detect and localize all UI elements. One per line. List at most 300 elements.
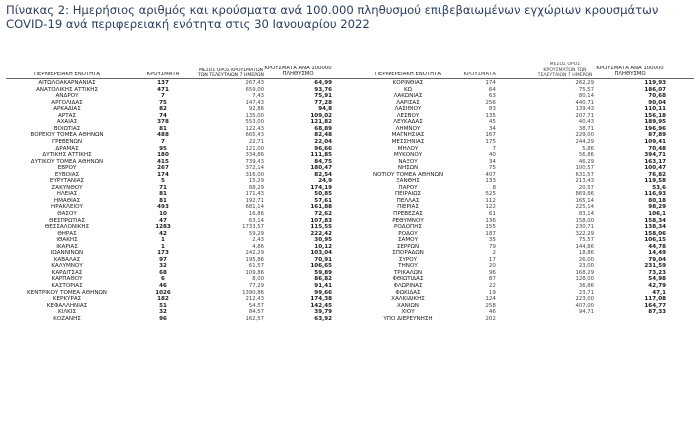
cell-avg: 158,00 xyxy=(575,217,594,224)
cell-region: ΛΑΣΙΘΙΟΥ xyxy=(394,106,422,113)
table-row xyxy=(356,231,694,238)
cell-avg: 681,14 xyxy=(245,204,264,211)
table-row xyxy=(356,87,694,94)
cell-cases: 256 xyxy=(485,99,496,106)
cell-rate: 106,65 xyxy=(310,263,332,270)
cell-region: ΣΕΡΡΩΝ xyxy=(396,243,420,250)
cell-region: ΚΑΣΤΟΡΙΑΣ xyxy=(51,283,83,290)
cell-region: ΘΑΣΟΥ xyxy=(57,211,77,217)
cell-rate: 116,93 xyxy=(644,191,666,198)
cell-avg: 61,57 xyxy=(248,263,264,270)
table-row xyxy=(356,132,694,139)
cell-rate: 87,33 xyxy=(648,309,666,316)
table-row xyxy=(356,211,694,218)
cell-region: ΦΩΚΙΔΑΣ xyxy=(395,289,421,296)
cell-rate: 77,28 xyxy=(314,99,332,106)
cell-rate: 70,91 xyxy=(314,256,332,263)
cell-cases: 32 xyxy=(159,309,167,316)
cell-avg: 262,29 xyxy=(575,80,594,87)
cell-rate: 53,6 xyxy=(652,184,666,191)
table-row xyxy=(356,113,694,120)
cell-rate: 119,93 xyxy=(644,80,666,87)
cell-cases: 133 xyxy=(485,178,496,185)
cell-cases: 68 xyxy=(159,269,167,276)
table-row xyxy=(356,204,694,211)
cell-cases: 17 xyxy=(488,256,496,263)
cell-rate: 189,95 xyxy=(644,119,666,126)
cell-cases: 81 xyxy=(159,125,167,132)
cell-cases: 202 xyxy=(485,315,496,322)
cell-cases: 35 xyxy=(488,237,496,244)
cell-region: ΑΡΤΑΣ xyxy=(58,112,76,119)
cell-region: ΦΘΙΩΤΙΔΑΣ xyxy=(392,276,424,283)
cell-avg: 84,57 xyxy=(248,309,264,316)
cell-rate: 44,78 xyxy=(648,243,666,250)
cell-avg: 212,43 xyxy=(245,296,264,303)
cell-cases: 2 xyxy=(492,250,496,257)
cell-rate: 96,66 xyxy=(314,145,332,152)
cell-rate: 86,82 xyxy=(314,276,332,283)
cell-region: ΑΝΑΤΟΛΙΚΗΣ ΑΤΤΙΚΗΣ xyxy=(35,86,99,93)
cell-cases: 112 xyxy=(485,197,496,204)
table-row xyxy=(356,237,694,244)
cell-avg: 100,57 xyxy=(575,165,594,172)
cell-rate: 82,48 xyxy=(314,132,332,139)
cell-region: ΧΑΝΙΩΝ xyxy=(397,302,419,309)
table-body-left xyxy=(6,80,356,322)
cell-rate: 72,62 xyxy=(314,211,332,217)
cell-avg: 20,57 xyxy=(578,184,594,191)
cell-region: ΚΩ xyxy=(404,86,412,93)
cell-cases: 46 xyxy=(159,283,167,290)
cell-region: ΚΑΒΑΛΑΣ xyxy=(53,256,81,263)
table-row xyxy=(356,191,694,198)
cell-avg: 75,57 xyxy=(578,237,594,244)
cell-rate: 47,1 xyxy=(652,289,666,296)
cell-region: ΜΥΚΟΝΟΥ xyxy=(393,152,423,159)
cell-avg: 54,57 xyxy=(248,302,264,309)
cell-avg: 225,14 xyxy=(575,204,594,211)
cell-rate: 99,66 xyxy=(314,289,332,296)
cell-avg: 631,57 xyxy=(575,171,594,178)
cell-rate: 59,89 xyxy=(314,269,332,276)
cell-cases: 167 xyxy=(485,132,496,139)
header-region: ΠΕΡΙΦΕΡΕΙΑΚΗ ΕΝΟΤΗΤΑ xyxy=(33,72,101,78)
table-row xyxy=(6,211,356,218)
cell-cases: 122 xyxy=(485,204,496,211)
cell-region: ΛΕΥΚΑΔΑΣ xyxy=(393,119,423,126)
cell-rate: 22,04 xyxy=(314,138,332,145)
cell-avg: 56,86 xyxy=(578,152,594,159)
cell-rate: 121,82 xyxy=(310,119,332,126)
cell-avg: 22,71 xyxy=(248,138,264,145)
cell-region: ΚΑΡΔΙΤΣΑΣ xyxy=(51,269,83,276)
cell-avg: 230,71 xyxy=(575,224,594,231)
cell-rate: 42,79 xyxy=(648,283,666,290)
cell-cases: 175 xyxy=(485,138,496,145)
cell-rate: 87,89 xyxy=(648,132,666,139)
cell-region: ΗΜΑΘΙΑΣ xyxy=(53,197,81,204)
cell-cases: 34 xyxy=(488,125,496,132)
table-row xyxy=(6,303,356,310)
cell-region: ΒΟΙΩΤΙΑΣ xyxy=(53,125,81,132)
cell-cases: 32 xyxy=(159,263,167,270)
cell-avg: 15,29 xyxy=(248,178,264,185)
cell-rate: 39,79 xyxy=(314,309,332,316)
cell-cases: 407 xyxy=(485,171,496,178)
cell-avg: 83,14 xyxy=(578,211,594,217)
header-avg: ΜΕΣΟΣ ΟΡΟΣ ΚΡΟΥΣΜΑΤΩΝ ΤΩΝ ΤΕΛΕΥΤΑΙΩΝ 7 ΗΜΕΡΩΝ xyxy=(537,62,593,78)
cell-rate: 115,55 xyxy=(310,224,332,231)
cell-avg: 18,86 xyxy=(578,250,594,257)
cell-cases: 6 xyxy=(161,276,165,283)
cell-avg: 322,29 xyxy=(575,230,594,237)
cell-avg: 659,00 xyxy=(245,86,264,93)
cell-cases: 187 xyxy=(485,230,496,237)
table-row xyxy=(356,270,694,277)
cell-region: ΚΑΛΥΜΝΟΥ xyxy=(51,263,83,270)
table-row xyxy=(356,178,694,185)
cell-region: ΙΘΑΚΗΣ xyxy=(56,237,78,244)
cell-rate: 98,29 xyxy=(648,204,666,211)
table-row xyxy=(356,198,694,205)
table-row xyxy=(6,165,356,172)
cell-region: ΑΡΚΑΔΙΑΣ xyxy=(53,106,81,113)
cell-cases: 174 xyxy=(157,171,169,178)
cell-avg: 316,00 xyxy=(245,171,264,178)
table-row xyxy=(356,159,694,166)
cell-rate: 80,18 xyxy=(648,197,666,204)
cell-cases: 61 xyxy=(488,211,496,217)
cell-avg: 63,14 xyxy=(248,217,264,224)
cell-avg: 192,71 xyxy=(245,197,264,204)
cell-region: ΚΟΖΑΝΗΣ xyxy=(53,315,81,322)
cell-cases: 155 xyxy=(485,224,496,231)
cell-rate: 54,98 xyxy=(648,276,666,283)
cell-cases: 64 xyxy=(488,86,496,93)
cell-avg: 372,14 xyxy=(245,165,264,172)
cell-region: ΗΛΕΙΑΣ xyxy=(56,191,78,198)
table-row xyxy=(6,152,356,159)
cell-rate: 90,04 xyxy=(648,99,666,106)
table-row xyxy=(356,296,694,303)
table-row xyxy=(6,224,356,231)
cell-cases: 10 xyxy=(159,211,167,217)
cell-avg: 38,71 xyxy=(578,125,594,132)
cell-region: ΛΑΚΩΝΙΑΣ xyxy=(393,93,423,100)
cell-rate: 196,96 xyxy=(644,125,666,132)
table-row xyxy=(356,93,694,100)
table-row xyxy=(6,93,356,100)
cell-cases: 79 xyxy=(488,243,496,250)
cell-region: ΑΙΤΩΛΟΑΚΑΡΝΑΝΙΑΣ xyxy=(38,80,96,87)
cell-region: ΘΕΣΠΡΩΤΙΑΣ xyxy=(49,217,85,224)
cell-rate: 138,34 xyxy=(644,224,666,231)
cell-avg: 244,29 xyxy=(575,138,594,145)
cell-cases: 415 xyxy=(157,158,169,165)
cell-region: ΝΑΞΟΥ xyxy=(398,158,418,165)
cell-avg: 23,00 xyxy=(578,263,594,270)
cell-avg: 2,43 xyxy=(252,237,264,244)
table-row xyxy=(356,309,694,316)
cell-cases: 124 xyxy=(485,296,496,303)
cell-rate: 91,41 xyxy=(314,283,332,290)
cell-region: ΣΥΡΟΥ xyxy=(398,256,418,263)
cell-cases: 267 xyxy=(157,165,169,172)
table-row xyxy=(6,244,356,251)
cell-cases: 7 xyxy=(161,138,165,145)
cell-cases: 258 xyxy=(485,302,496,309)
cell-rate: 10,12 xyxy=(314,243,332,250)
cell-cases: 137 xyxy=(157,80,169,87)
table-row xyxy=(356,106,694,113)
cell-avg: 121,00 xyxy=(245,145,264,152)
cell-rate: 109,02 xyxy=(310,112,332,119)
cell-cases: 182 xyxy=(157,296,169,303)
cell-rate: 79,04 xyxy=(648,256,666,263)
cell-region: ΠΙΕΡΙΑΣ xyxy=(397,204,419,211)
table-row xyxy=(6,100,356,107)
table-header-right xyxy=(356,64,694,79)
cell-region: ΣΠΟΡΑΔΩΝ xyxy=(392,250,424,257)
cell-avg: 242,29 xyxy=(245,250,264,257)
cell-rate: 394,71 xyxy=(644,152,666,159)
cell-cases: 7 xyxy=(492,145,496,152)
cell-cases: 87 xyxy=(488,276,496,283)
cell-avg: 94,71 xyxy=(578,309,594,316)
cell-region: ΜΕΣΣΗΝΙΑΣ xyxy=(391,138,425,145)
cell-avg: 207,71 xyxy=(575,112,594,119)
cell-avg: 88,29 xyxy=(248,184,264,191)
cell-avg: 23,71 xyxy=(578,289,594,296)
cell-cases: 493 xyxy=(157,204,169,211)
cell-region: ΜΗΛΟΥ xyxy=(397,145,419,152)
cell-avg: 139,43 xyxy=(575,106,594,113)
cell-rate: 103,04 xyxy=(310,250,332,257)
cell-cases: 136 xyxy=(485,217,496,224)
cell-cases: 71 xyxy=(159,184,167,191)
cell-rate: 100,47 xyxy=(644,165,666,172)
cell-avg: 144,86 xyxy=(575,243,594,250)
table-row xyxy=(356,172,694,179)
table-row xyxy=(356,250,694,257)
cell-avg: 8,00 xyxy=(252,276,264,283)
cell-cases: 46 xyxy=(488,309,496,316)
cell-region: ΕΒΡΟΥ xyxy=(57,165,77,172)
table-row xyxy=(6,145,356,152)
cell-rate: 76,82 xyxy=(648,171,666,178)
cell-avg: 36,86 xyxy=(578,283,594,290)
cell-rate: 93,76 xyxy=(314,86,332,93)
cell-region: ΘΕΣΣΑΛΟΝΙΚΗΣ xyxy=(44,224,90,231)
cell-region: ΡΟΔΟΥ xyxy=(398,230,418,237)
table-row xyxy=(6,250,356,257)
cell-region: ΠΑΡΟΥ xyxy=(398,184,418,191)
cell-avg: 147,43 xyxy=(245,99,264,106)
cell-avg: 75,57 xyxy=(578,86,594,93)
cell-rate: 119,58 xyxy=(644,178,666,185)
table-row xyxy=(356,244,694,251)
cell-rate: 161,88 xyxy=(310,204,332,211)
cell-avg: 168,29 xyxy=(575,269,594,276)
cell-avg: 223,00 xyxy=(575,296,594,303)
cell-rate: 156,18 xyxy=(644,112,666,119)
cell-cases: 42 xyxy=(159,230,167,237)
table-row xyxy=(6,159,356,166)
table-row xyxy=(6,178,356,185)
table-body-right xyxy=(356,80,694,322)
cell-region: ΠΕΛΛΑΣ xyxy=(396,197,420,204)
cell-avg: 16,86 xyxy=(248,211,264,217)
cell-cases: 74 xyxy=(159,112,167,119)
table-row xyxy=(6,309,356,316)
cell-cases: 75 xyxy=(159,99,167,106)
table-caption: Πίνακας 2: Ημερήσιος αριθμός και κρούσματα ανά 100.000 πληθυσμού επιβεβαιωμένων εγχώριων κρουσμάτων COVID-19 ανά περιφερειακή ενότητα στις 30 Ιανουαρίου 2022 xyxy=(6,3,659,31)
cell-region: ΕΥΒΟΙΑΣ xyxy=(54,171,80,178)
cell-region: ΤΗΝΟΥ xyxy=(398,263,418,270)
cell-rate: 158,34 xyxy=(644,217,666,224)
table-row xyxy=(356,316,694,323)
cell-cases: 19 xyxy=(488,289,496,296)
cell-region: ΛΕΣΒΟΥ xyxy=(396,112,420,119)
header-cases: ΚΡΟΥΣΜΑΤΑ xyxy=(463,72,496,78)
table-row xyxy=(356,283,694,290)
cell-cases: 81 xyxy=(159,191,167,198)
table-row xyxy=(6,204,356,211)
cell-rate: 63,92 xyxy=(314,315,332,322)
table-row xyxy=(6,172,356,179)
cell-rate: 82,54 xyxy=(314,171,332,178)
table-row xyxy=(356,303,694,310)
cell-avg: 26,00 xyxy=(578,256,594,263)
header-avg: ΜΕΣΟΣ ΟΡΟΣ ΚΡΟΥΣΜΑΤΩΝ ΤΩΝ ΤΕΛΕΥΤΑΙΩΝ 7 ΗΜΕΡΩΝ xyxy=(198,67,264,78)
cell-region: ΧΑΛΚΙΔΙΚΗΣ xyxy=(391,296,425,303)
cell-cases: 96 xyxy=(488,269,496,276)
table-row xyxy=(356,290,694,297)
cell-region: ΠΕΙΡΑΙΩΣ xyxy=(394,191,422,198)
table-row xyxy=(356,263,694,270)
table-row xyxy=(6,139,356,146)
cell-region: ΦΛΩΡΙΝΑΣ xyxy=(393,283,423,290)
table-row xyxy=(6,283,356,290)
cell-rate: 24,9 xyxy=(318,178,332,185)
cell-region: ΔΡΑΜΑΣ xyxy=(55,145,79,152)
cell-region: ΛΗΜΝΟΥ xyxy=(395,125,421,132)
header-cases: ΚΡΟΥΣΜΑΤΑ xyxy=(146,72,180,78)
cell-avg: 7,43 xyxy=(252,93,264,100)
cell-avg: 739,43 xyxy=(245,158,264,165)
cell-avg: 869,86 xyxy=(575,191,594,198)
cell-cases: 525 xyxy=(485,191,496,198)
cell-avg: 59,29 xyxy=(248,230,264,237)
cell-cases: 47 xyxy=(159,217,167,224)
cell-region: ΛΑΡΙΣΑΣ xyxy=(396,99,420,106)
cell-region: ΜΑΓΝΗΣΙΑΣ xyxy=(391,132,425,139)
cell-rate: 50,85 xyxy=(314,191,332,198)
table-row xyxy=(6,185,356,192)
cell-cases: 22 xyxy=(488,283,496,290)
cell-rate: 73,23 xyxy=(648,269,666,276)
cell-avg: 135,00 xyxy=(245,112,264,119)
cell-rate: 70,68 xyxy=(648,93,666,100)
cell-rate: 75,91 xyxy=(314,93,332,100)
cell-cases: 20 xyxy=(488,263,496,270)
cell-avg: 1390,86 xyxy=(242,289,264,296)
cell-cases: 180 xyxy=(157,152,169,159)
table-row xyxy=(6,316,356,323)
cell-cases: 174 xyxy=(485,80,496,87)
cell-avg: 195,86 xyxy=(245,256,264,263)
cell-region: ΝΗΣΩΝ xyxy=(397,165,419,172)
cell-avg: 122,43 xyxy=(245,125,264,132)
cell-cases: 34 xyxy=(488,158,496,165)
cell-region: ΔΥΤΙΚΗΣ ΑΤΤΙΚΗΣ xyxy=(42,152,92,159)
cell-region: ΥΠΟ ΔΙΕΡΕΥΝΗΣΗ xyxy=(383,315,433,322)
cell-rate: 64,99 xyxy=(314,80,332,87)
cell-rate: 186,07 xyxy=(644,86,666,93)
cell-avg: 407,00 xyxy=(575,302,594,309)
cell-region: ΙΚΑΡΙΑΣ xyxy=(56,243,78,250)
cell-rate: 163,17 xyxy=(644,158,666,165)
cell-cases: 5 xyxy=(161,178,165,185)
cell-avg: 77,29 xyxy=(248,283,264,290)
table-row xyxy=(356,217,694,224)
table-row xyxy=(6,113,356,120)
table-row xyxy=(356,152,694,159)
cell-cases: 173 xyxy=(157,250,169,257)
cell-region: ΘΗΡΑΣ xyxy=(57,230,77,237)
cell-rate: 106,15 xyxy=(644,237,666,244)
table-row xyxy=(356,145,694,152)
cell-rate: 174,38 xyxy=(310,296,332,303)
cell-cases: 1026 xyxy=(155,289,171,296)
cell-region: ΕΥΡΥΤΑΝΙΑΣ xyxy=(49,178,85,185)
table-right xyxy=(356,64,694,322)
table-row xyxy=(356,126,694,133)
cell-cases: 63 xyxy=(488,93,496,100)
cell-region: ΑΧΑΪΑΣ xyxy=(56,119,78,126)
cell-avg: 80,14 xyxy=(578,93,594,100)
cell-rate: 70,48 xyxy=(648,145,666,152)
table-row xyxy=(356,165,694,172)
cell-cases: 8 xyxy=(492,184,496,191)
cell-region: ΚΕΦΑΛΛΗΝΙΑΣ xyxy=(46,302,88,309)
cell-avg: 40,43 xyxy=(578,119,594,126)
cell-cases: 40 xyxy=(488,152,496,159)
cell-region: ΡΕΘΥΜΝΟΥ xyxy=(392,217,424,224)
cell-rate: 94,8 xyxy=(318,106,332,113)
table-row xyxy=(6,231,356,238)
cell-avg: 665,43 xyxy=(245,132,264,139)
cell-region: ΓΡΕΒΕΝΩΝ xyxy=(51,138,83,145)
table-row xyxy=(6,296,356,303)
header-region: ΠΕΡΙΦΕΡΕΙΑΚΗ ΕΝΟΤΗΤΑ xyxy=(374,72,442,78)
table-row xyxy=(6,126,356,133)
table-row xyxy=(6,198,356,205)
cell-avg: 46,29 xyxy=(578,158,594,165)
cell-avg: 334,86 xyxy=(245,152,264,159)
cell-cases: 488 xyxy=(157,132,169,139)
cell-cases: 45 xyxy=(488,119,496,126)
table-row xyxy=(6,132,356,139)
table-row xyxy=(6,87,356,94)
table-row xyxy=(6,191,356,198)
cell-region: ΒΟΡΕΙΟΥ ΤΟΜΕΑ ΑΘΗΝΩΝ xyxy=(30,132,104,139)
table-left xyxy=(6,64,356,322)
cell-cases: 378 xyxy=(157,119,169,126)
cell-cases: 96 xyxy=(159,315,167,322)
cell-region: ΡΟΔΟΠΗΣ xyxy=(394,224,422,231)
